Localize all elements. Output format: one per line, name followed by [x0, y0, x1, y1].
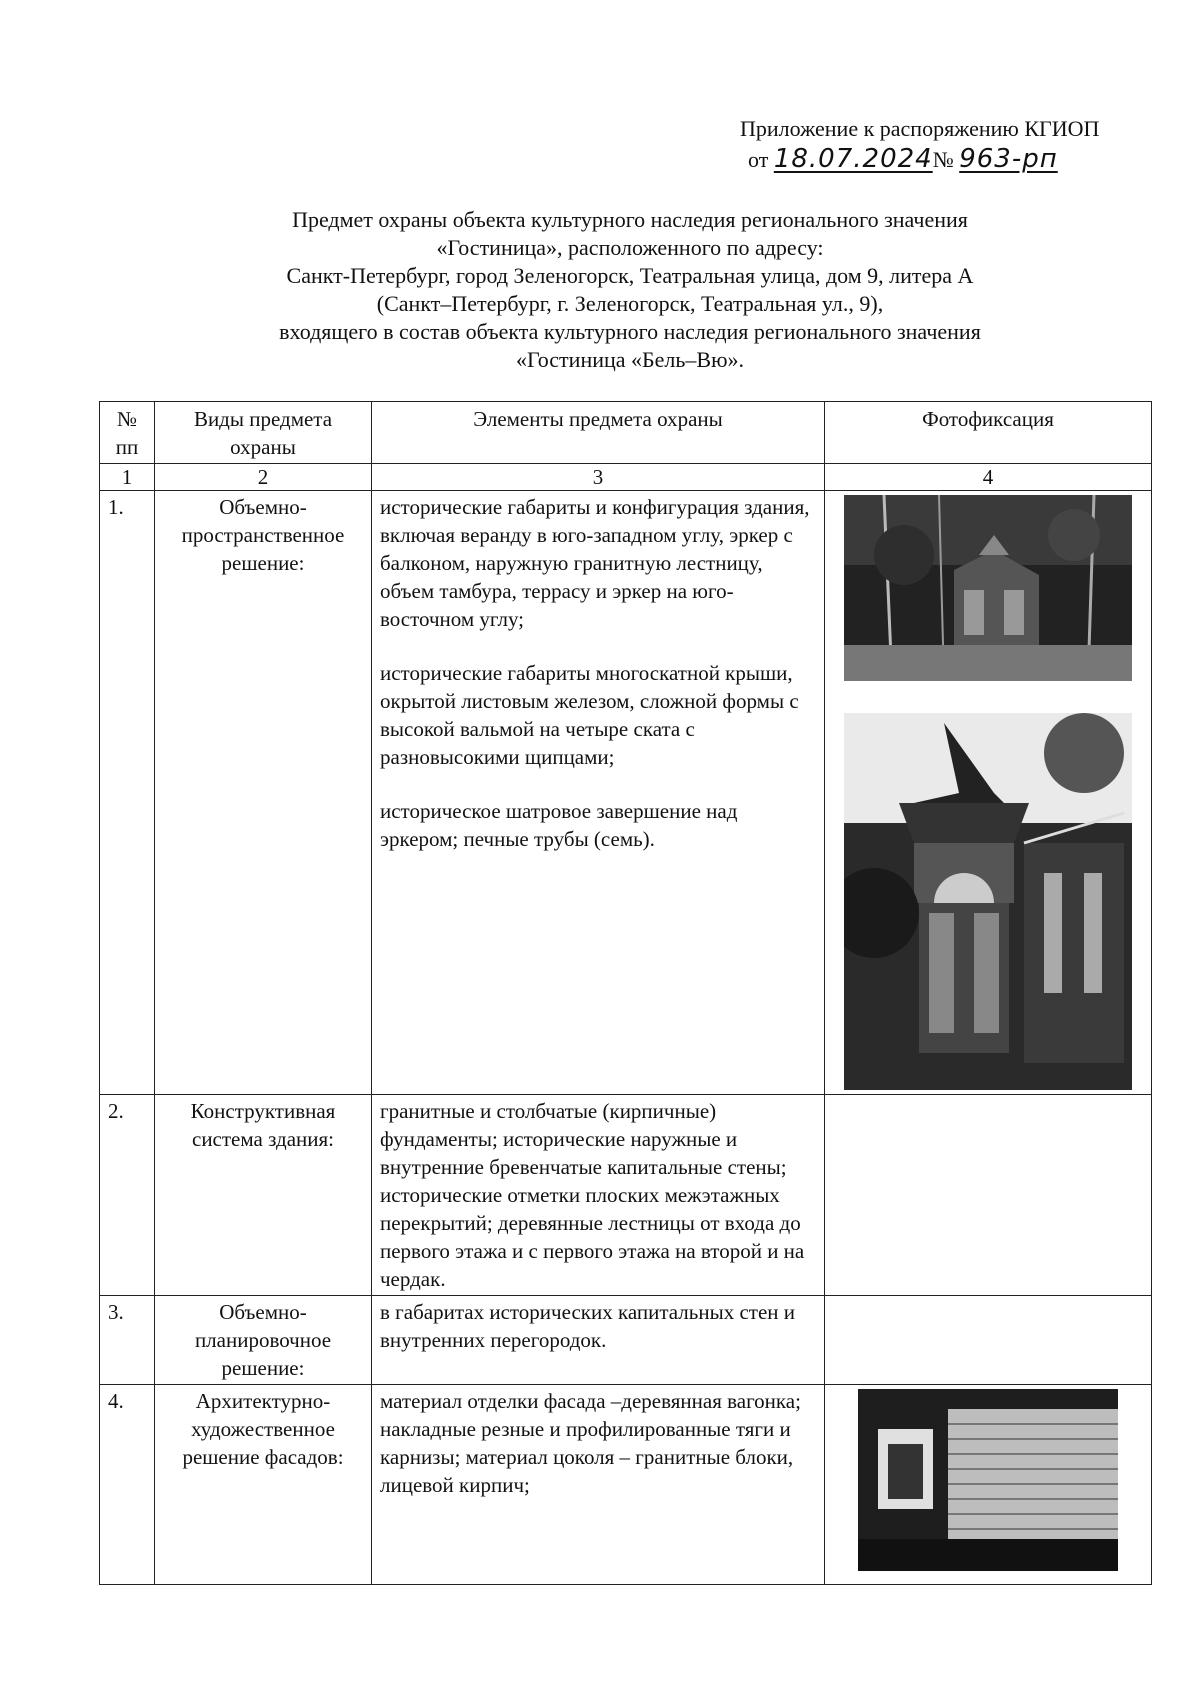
- title-line: (Санкт–Петербург, г. Зеленогорск, Театральная ул., 9),: [376, 291, 884, 316]
- order-number: 963-рп: [959, 144, 1058, 174]
- protection-subject-table: [99, 401, 1152, 1585]
- document-title: [180, 206, 1080, 374]
- row-num: 1.: [100, 491, 155, 1095]
- facade-photo: [858, 1389, 1118, 1571]
- order-date: 18.07.2024: [773, 144, 933, 174]
- row-kind: Объемно-планировочное решение:: [155, 1296, 372, 1385]
- row-num: 3.: [100, 1296, 155, 1385]
- header-photo: Фотофиксация: [825, 402, 1152, 464]
- oriel-tower-photo-image: [844, 713, 1132, 1090]
- number-prefix: №: [932, 147, 954, 172]
- row-kind: Объемно-пространственное решение:: [155, 491, 372, 1095]
- table-row: [100, 1296, 1152, 1385]
- header-kind: Виды предмета охраны: [155, 402, 372, 464]
- table-row: [100, 1095, 1152, 1296]
- row-photos: [825, 491, 1152, 1095]
- row-photos: [825, 1296, 1152, 1385]
- title-line: «Гостиница «Бель–Вю».: [515, 347, 745, 372]
- row-num: 4.: [100, 1385, 155, 1585]
- table-header-row: [100, 402, 1152, 464]
- title-line: входящего в состав объекта культурного наследия регионального значения: [279, 319, 981, 344]
- title-line: «Гостиница», расположенного по адресу:: [436, 235, 824, 260]
- title-line: Санкт-Петербург, город Зеленогорск, Театральная улица, дом 9, литера А: [286, 263, 974, 288]
- date-prefix: от: [748, 147, 769, 172]
- index-cell: 3: [372, 464, 825, 491]
- row-elements: [372, 491, 825, 1095]
- element-text: исторические габариты многоскатной крыши, окрытой листовым железом, сложной формы с высокой вальмой на четыре ската с разновысокими щипцами;: [380, 661, 799, 769]
- row-elements: [372, 1095, 825, 1296]
- appendix-header: [740, 114, 1099, 175]
- header-num: № пп: [100, 402, 155, 464]
- row-num: 2.: [100, 1095, 155, 1296]
- facade-photo-image: [858, 1389, 1118, 1571]
- index-cell: 4: [825, 464, 1152, 491]
- order-reference: [748, 144, 1099, 175]
- row-elements: [372, 1385, 825, 1585]
- row-elements: [372, 1296, 825, 1385]
- index-cell: 1: [100, 464, 155, 491]
- table-index-row: [100, 464, 1152, 491]
- row-photos: [825, 1385, 1152, 1585]
- building-photo: [844, 495, 1132, 681]
- element-text: в габаритах исторических капитальных стен и внутренних перегородок.: [380, 1300, 796, 1352]
- element-text: материал отделки фасада –деревянная вагонка; накладные резные и профилированные тяги и карнизы; материал цоколя – гранитные блоки, лицевой кирпич;: [380, 1389, 801, 1497]
- table-row: [100, 491, 1152, 1095]
- row-photos: [825, 1095, 1152, 1296]
- building-photo-image: [844, 495, 1132, 681]
- appendix-title: Приложение к распоряжению КГИОП: [740, 116, 1100, 141]
- table-row: [100, 1385, 1152, 1585]
- oriel-tower-photo: [844, 713, 1132, 1090]
- header-elements: Элементы предмета охраны: [372, 402, 825, 464]
- title-line: Предмет охраны объекта культурного наследия регионального значения: [292, 207, 968, 232]
- index-cell: 2: [155, 464, 372, 491]
- row-kind: Конструктивная система здания:: [155, 1095, 372, 1296]
- element-text: историческое шатровое завершение над эркером; печные трубы (семь).: [380, 799, 738, 851]
- row-kind: Архитектурно-художественное решение фасадов:: [155, 1385, 372, 1585]
- element-text: исторические габариты и конфигурация здания, включая веранду в юго-западном углу, эркер с балконом, наружную гранитную лестницу, объем тамбура, террасу и эркер на юго-восточном углу;: [380, 495, 810, 631]
- element-text: гранитные и столбчатые (кирпичные) фундаменты; исторические наружные и внутренние бревенчатые капитальные стены; исторические отметки плоских межэтажных перекрытий; деревянные лестницы от входа до первого этажа и с первого этажа на второй и на чердак.: [380, 1099, 805, 1291]
